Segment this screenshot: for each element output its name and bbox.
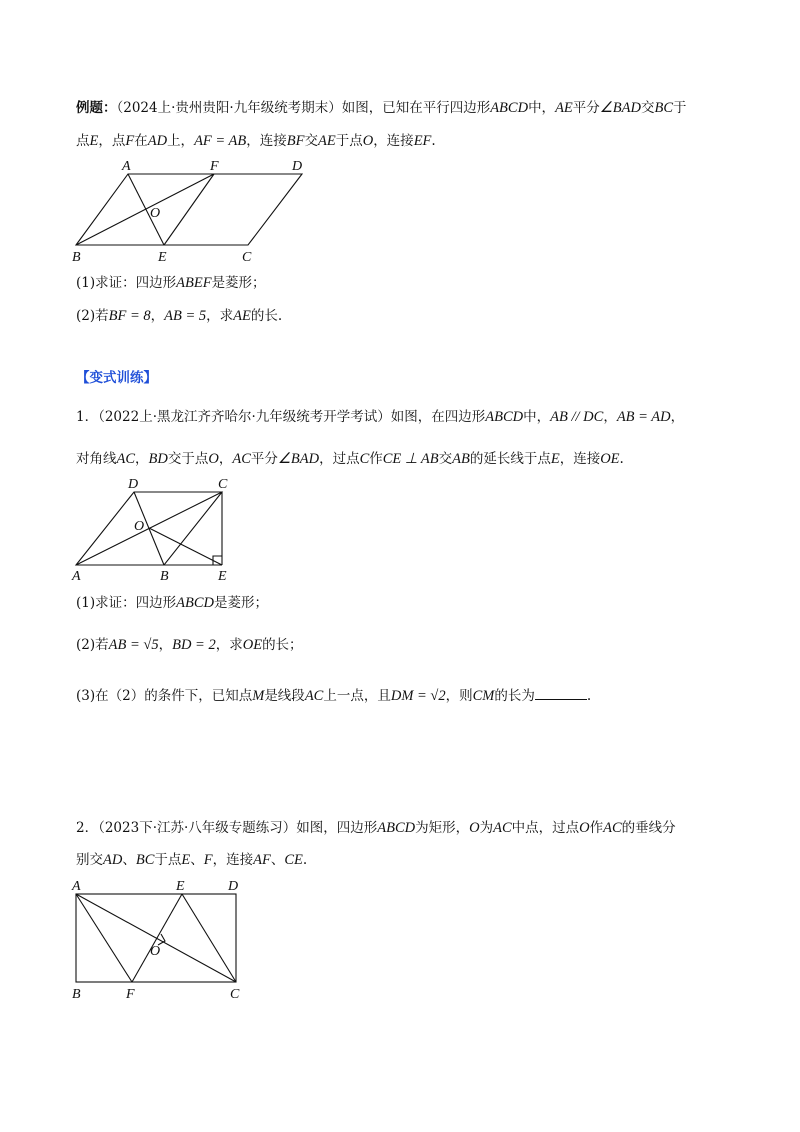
label-d: D [292,159,303,174]
label-f: F [126,987,135,1002]
problem1-question-1: (1)求证：四边形ABCD是菱形； [76,595,268,611]
example-line-1: 例题：（2024上·贵州贵阳·九年级统考期末）如图，已知在平行四边形ABCD中，AE平分∠BAD交BC于 [76,100,687,116]
problem1-line-1: 1．（2022上·黑龙江齐齐哈尔·九年级统考开学考试）如图，在四边形ABCD中，AB // DC，AB = AD， [76,409,685,425]
section-title: 【变式训练】 [76,370,157,386]
right-angle-mark-e [213,556,222,565]
label-c: C [230,987,240,1002]
label-d: D [128,477,139,492]
example-question-2: (2)若BF = 8，AB = 5，求AE的长. [76,308,283,324]
label-e: E [218,569,227,584]
example-line-2: 点E，点F在AD上，AF = AB，连接BF交AE于点O，连接EF. [76,133,436,149]
label-c: C [242,250,252,265]
label-e: E [158,250,167,265]
problem2-line-2: 别交AD、BC于点E、F，连接AF、CE. [76,852,308,868]
label-o: O [150,944,161,959]
label-c: C [218,477,228,492]
segment-af [76,894,132,982]
diagonal-ac [76,894,236,982]
label-b: B [160,569,169,584]
segment-ef [164,174,214,245]
segment-ef [132,894,182,982]
segment-ce [182,894,236,982]
problem1-question-2: (2)若AB = √5，BD = 2，求OE的长； [76,637,303,653]
label-b: B [72,250,81,265]
label-a: A [72,569,81,584]
problem1-question-3: (3)在（2）的条件下，已知点M是线段AC上一点，且DM = √2，则CM的长为 . [76,688,592,704]
label-o: O [134,519,145,534]
label-a: A [122,159,131,174]
label-d: D [228,879,239,894]
problem1-line-2: 对角线AC，BD交于点O，AC平分∠BAD，过点C作CE ⊥ AB交AB的延长线于点E，连接OE. [76,451,624,467]
label-a: A [72,879,81,894]
example-label: 例题： [76,100,117,116]
example-question-1: (1)求证：四边形ABEF是菱形； [76,275,266,291]
problem2-line-1: 2．（2023下·江苏·八年级专题练习）如图，四边形ABCD为矩形，O为AC中点，过点O作AC的垂线分 [76,820,676,836]
label-e: E [176,879,185,894]
answer-blank[interactable] [535,687,587,700]
label-f: F [210,159,219,174]
label-o: O [150,206,161,221]
label-b: B [72,987,81,1002]
segment-bf [76,174,214,245]
segment-oe [149,528,222,565]
